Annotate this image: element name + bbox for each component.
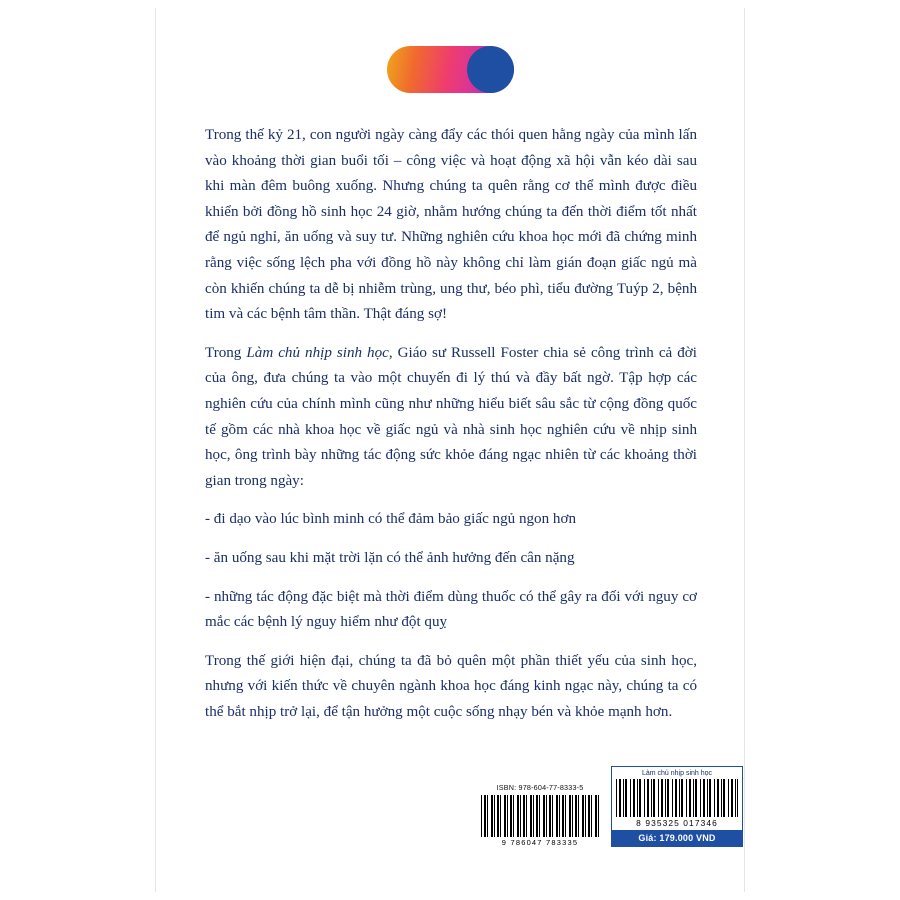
publisher-logo <box>387 46 514 93</box>
price-badge: Giá: 179.000 VND <box>612 830 742 846</box>
blurb-paragraph-1: Trong thế kỷ 21, con người ngày càng đẩy các thói quen hằng ngày của mình lấn vào khoảng thời gian buổi tối – công việc và hoạt động xã hội vẫn kéo dài sau khi màn đêm buông xuống. Nhưng chúng ta quên rằng cơ thể mình được điều khiển bởi đồng hồ sinh học 24 giờ, nhằm hướng chúng ta đến thời điểm tốt nhất để ngủ nghỉ, ăn uống và suy tư. Những nghiên cứu khoa học mới đã chứng minh rằng việc sống lệch pha với đồng hồ này không chỉ làm gián đoạn giấc ngủ mà còn khiến chúng ta dễ bị nhiễm trùng, ung thư, béo phì, tiểu đường Tuýp 2, bệnh tim và các bệnh tâm thần. Thật đáng sợ! <box>205 127 697 323</box>
isbn-barcode-digits: 9 786047 783335 <box>501 838 579 847</box>
blue-circle-icon <box>467 46 514 93</box>
blurb-paragraph-3: Trong thế giới hiện đại, chúng ta đã bỏ quên một phần thiết yếu của sinh học, nhưng với kiến thức về chuyên ngành khoa học đáng kinh ngạc này, chúng ta có thể bắt nhịp trở lại, để tận hưởng một cuộc sống nhạy bén và khỏe mạnh hơn. <box>205 652 697 720</box>
book-back-cover <box>155 8 745 892</box>
isbn-barcode-block <box>481 783 599 847</box>
blurb-paragraph-2-pre: Trong <box>205 344 247 361</box>
isbn-barcode-image <box>481 795 599 837</box>
back-cover-blurb <box>205 123 697 738</box>
publisher-logo-wrap <box>156 46 744 93</box>
book-title-italic: Làm chủ nhịp sinh học <box>246 344 389 361</box>
blurb-bullet-1: - đi dạo vào lúc bình minh có thể đảm bảo giấc ngủ ngon hơn <box>205 511 576 528</box>
ean-barcode-block <box>611 766 743 847</box>
blurb-bullet-3: - những tác động đặc biệt mà thời điểm dùng thuốc có thể gây ra đối với nguy cơ mắc các bệnh lý nguy hiểm như đột quỵ <box>205 588 697 631</box>
blurb-bullet-2: - ăn uống sau khi mặt trời lặn có thể ảnh hưởng đến cân nặng <box>205 549 575 566</box>
ean-barcode-image <box>616 779 738 817</box>
ean-book-title: Làm chủ nhịp sinh học <box>641 770 713 777</box>
ean-barcode-digits: 8 935325 017346 <box>636 818 718 828</box>
isbn-label: ISBN: 978-604-77-8333-5 <box>496 783 584 792</box>
blurb-paragraph-2 <box>205 341 697 495</box>
blurb-paragraph-2-post: , Giáo sư Russell Foster chia sẻ công trình cả đời của ông, đưa chúng ta vào một chuyến đi lý thú và đầy bất ngờ. Tập hợp các nghiên cứu của chính mình cũng như những hiểu biết sâu sắc từ cộng đồng quốc tế gồm các nhà khoa học về giấc ngủ và nhà sinh học nghiên cứu về nhịp sinh học, ông trình bày những tác động sức khỏe đáng ngạc nhiên từ các khoảng thời gian trong ngày: <box>205 344 697 489</box>
